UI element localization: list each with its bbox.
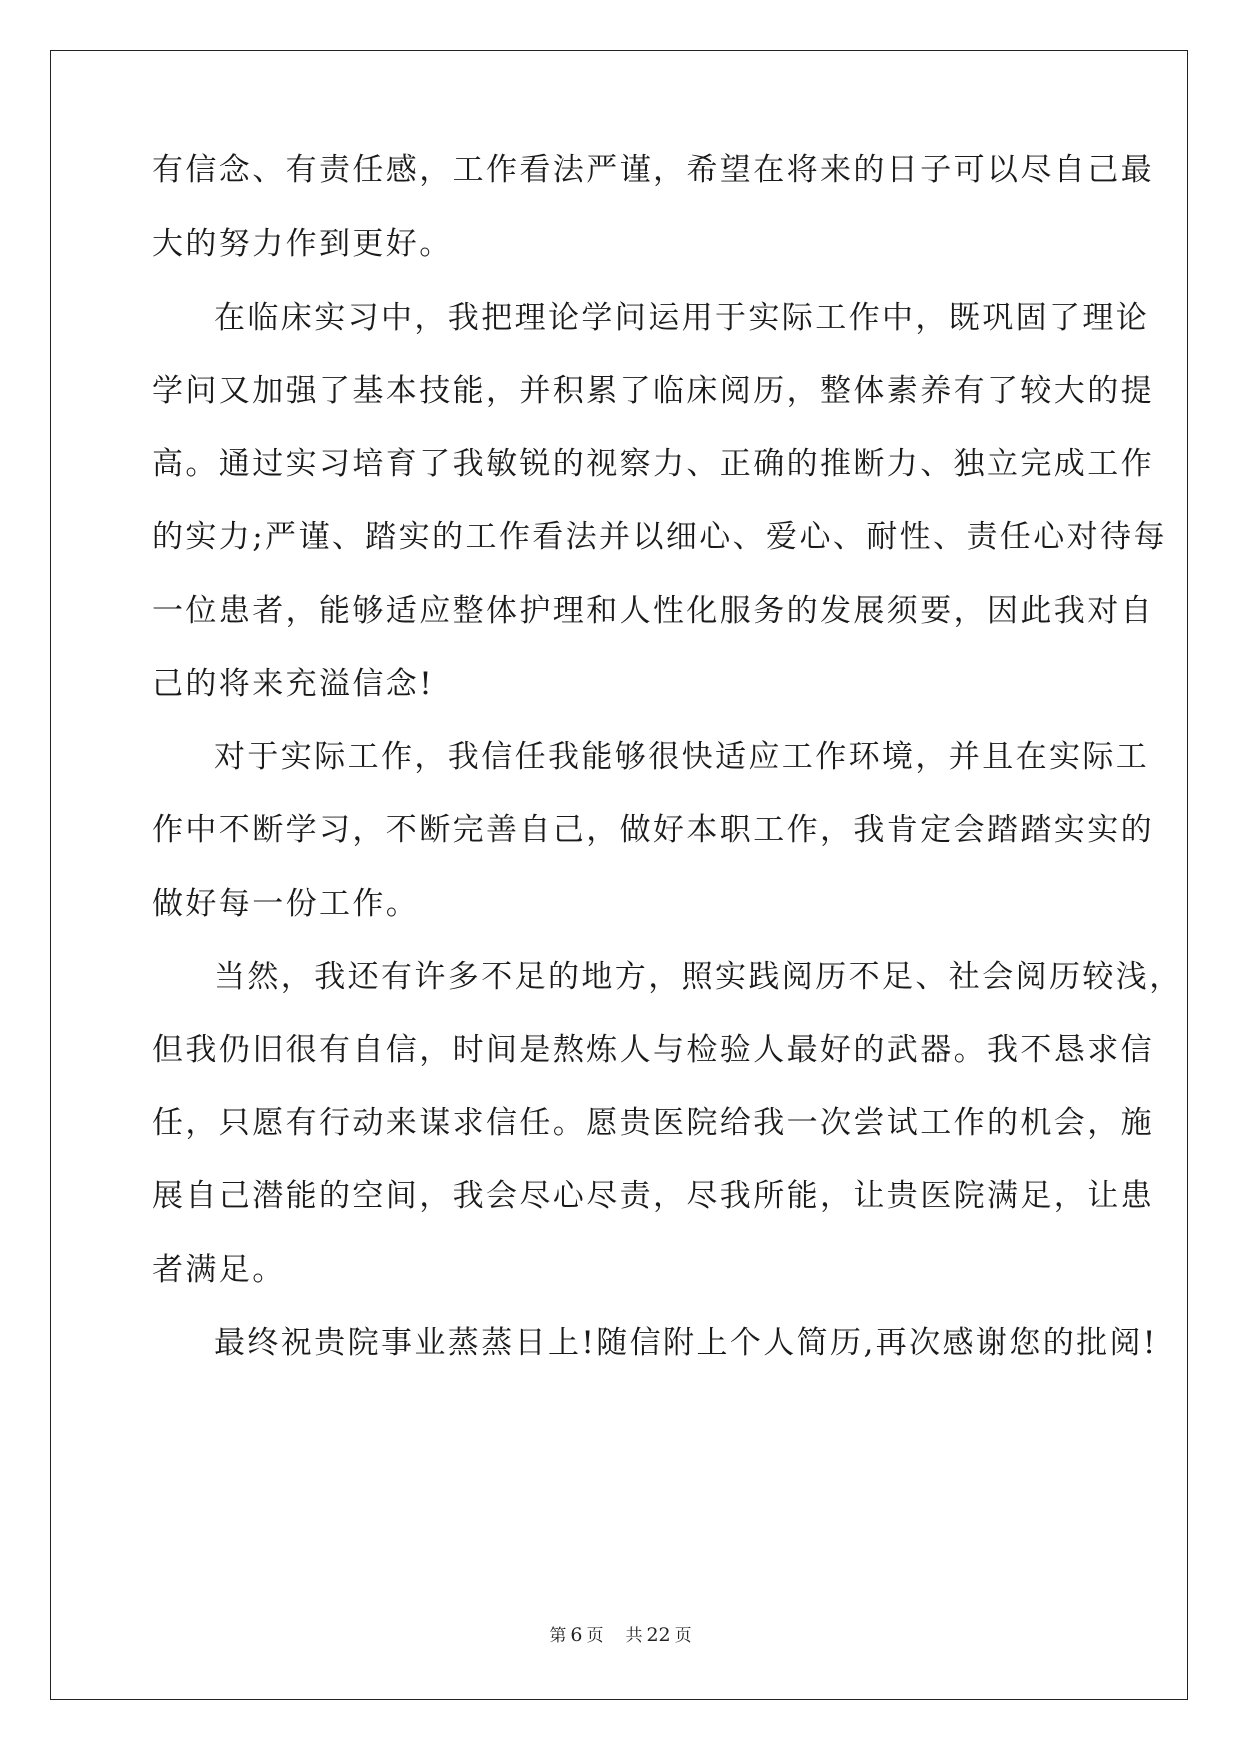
- text-line: 一位患者，能够适应整体护理和人性化服务的发展须要，因此我对自: [152, 593, 1154, 629]
- text-line: 大的努力作到更好。: [152, 226, 453, 262]
- text-line: 当然，我还有许多不足的地方，照实践阅历不足、社会阅历较浅，: [214, 959, 1183, 995]
- text-line: 有信念、有责任感，工作看法严谨，希望在将来的日子可以尽自己最: [152, 152, 1154, 188]
- text-line: 做好每一份工作。: [152, 886, 420, 922]
- text-line: 在临床实习中，我把理论学问运用于实际工作中，既巩固了理论: [214, 300, 1150, 336]
- total-suffix: 页: [674, 1626, 692, 1646]
- page-prefix: 第: [549, 1626, 567, 1646]
- text-line: 高。通过实习培育了我敏锐的视察力、正确的推断力、独立完成工作: [152, 446, 1154, 482]
- text-line: 但我仍旧很有自信，时间是熬炼人与检验人最好的武器。我不恳求信: [152, 1032, 1154, 1068]
- page-footer: [0, 1621, 1241, 1646]
- page-suffix: 页: [586, 1626, 604, 1646]
- total-pages: 22: [646, 1624, 671, 1646]
- total-prefix: 共: [625, 1626, 643, 1646]
- text-line: 任，只愿有行动来谋求信任。愿贵医院给我一次尝试工作的机会，施: [152, 1105, 1154, 1141]
- page-number: 6: [570, 1624, 583, 1646]
- text-line: 最终祝贵院事业蒸蒸日上!随信附上个人简历,再次感谢您的批阅!: [214, 1325, 1158, 1361]
- text-line: 者满足。: [152, 1252, 286, 1288]
- text-line: 学问又加强了基本技能，并积累了临床阅历，整体素养有了较大的提: [152, 373, 1154, 409]
- text-line: 对于实际工作，我信任我能够很快适应工作环境，并且在实际工: [214, 739, 1150, 775]
- text-line: 作中不断学习，不断完善自己，做好本职工作，我肯定会踏踏实实的: [152, 812, 1154, 848]
- text-line: 己的将来充溢信念!: [152, 666, 435, 702]
- text-line: 的实力;严谨、踏实的工作看法并以细心、爱心、耐性、责任心对待每: [152, 519, 1167, 555]
- text-line: 展自己潜能的空间，我会尽心尽责，尽我所能，让贵医院满足，让患: [152, 1178, 1154, 1214]
